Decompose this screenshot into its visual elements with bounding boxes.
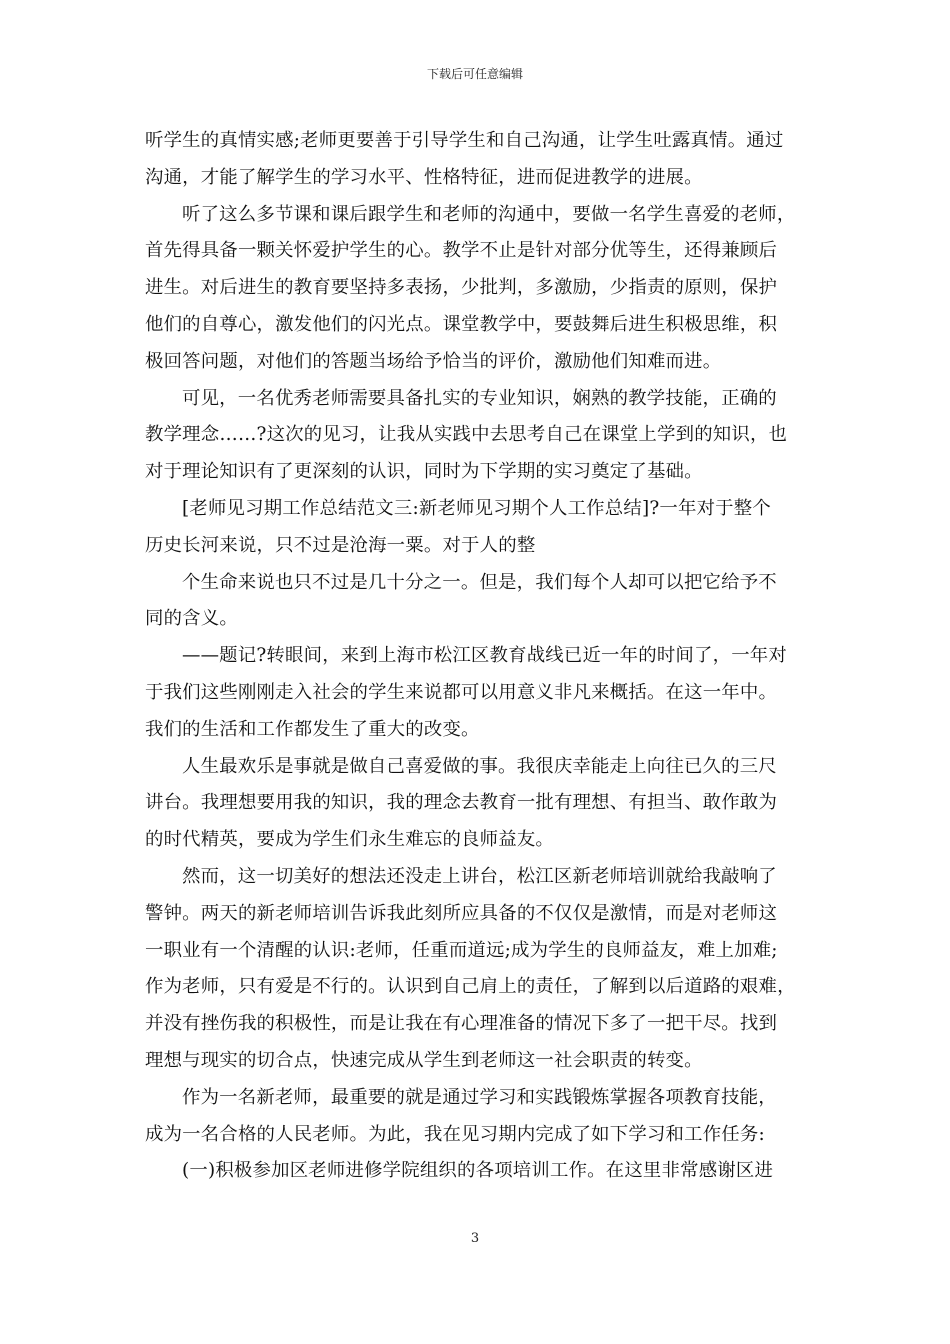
text-line: 他们的自尊心，激发他们的闪光点。课堂教学中，要鼓舞后进生积极思维，积	[145, 313, 778, 335]
text-line: 沟通，才能了解学生的学习水平、性格特征，进而促进教学的进展。	[145, 166, 703, 188]
text-line: 成为一名合格的人民老师。为此，我在见习期内完成了如下学习和工作任务:	[145, 1123, 765, 1145]
text-line: [老师见习期工作总结范文三:新老师见习期个人工作总结]?一年对于整个	[182, 497, 771, 519]
page-header: 下载后可任意编辑	[426, 67, 523, 81]
text-line: 历史长河来说，只不过是沧海一粟。对于人的整	[145, 534, 536, 556]
text-line: 的时代精英，要成为学生们永生难忘的良师益友。	[145, 829, 554, 851]
text-line: 并没有挫伤我的积极性，而是让我在有心理准备的情况下多了一把干尽。找到	[145, 1013, 778, 1035]
text-line: 对于理论知识有了更深刻的认识，同时为下学期的实习奠定了基础。	[145, 461, 703, 483]
text-line: 个生命来说也只不过是几十分之一。但是，我们每个人却可以把它给予不	[182, 571, 777, 593]
text-line: 听学生的真情实感;老师更要善于引导学生和自己沟通，让学生吐露真情。通过	[145, 130, 784, 151]
text-line: 然而，这一切美好的想法还没走上讲台，松江区新老师培训就给我敲响了	[182, 865, 777, 887]
document-body	[145, 123, 811, 1190]
text-line: (一)积极参加区老师进修学院组织的各项培训工作。在这里非常感谢区进	[182, 1160, 774, 1182]
text-line: 进生。对后进生的教育要坚持多表扬，少批判，多激励，少指责的原则，保护	[145, 277, 778, 299]
text-line: 可见，一名优秀老师需要具备扎实的专业知识，娴熟的教学技能，正确的	[182, 387, 777, 409]
text-line: 讲台。我理想要用我的知识，我的理念去教育一批有理想、有担当、敢作敢为	[145, 792, 778, 814]
text-line: 听了这么多节课和课后跟学生和老师的沟通中，要做一名学生喜爱的老师，	[182, 203, 796, 225]
text-line: 首先得具备一颗关怀爱护学生的心。教学不止是针对部分优等生，还得兼顾后	[145, 240, 778, 262]
text-line: 我们的生活和工作都发生了重大的改变。	[145, 718, 480, 740]
text-line: 作为一名新老师，最重要的就是通过学习和实践锻炼掌握各项教育技能，	[182, 1086, 777, 1108]
text-line: 警钟。两天的新老师培训告诉我此刻所应具备的不仅仅是激情，而是对老师这	[145, 902, 778, 924]
text-line: 一职业有一个清醒的认识:老师，任重而道远;成为学生的良师益友，难上加难;	[145, 939, 778, 961]
text-line: 理想与现实的切合点，快速完成从学生到老师这一社会职责的转变。	[145, 1049, 703, 1071]
text-line: 作为老师，只有爱是不行的。认识到自己肩上的责任，了解到以后道路的艰难，	[145, 976, 796, 998]
text-line: 极回答问题，对他们的答题当场给予恰当的评价，激励他们知难而进。	[145, 350, 722, 372]
text-line: 教学理念……?这次的见习，让我从实践中去思考自己在课堂上学到的知识，也	[145, 424, 788, 446]
text-line: ——题记?转眼间，来到上海市松江区教育战线已近一年的时间了，一年对	[182, 645, 787, 667]
text-line: 人生最欢乐是事就是做自己喜爱做的事。我很庆幸能走上向往已久的三尺	[182, 755, 777, 777]
text-line: 同的含义。	[145, 608, 238, 630]
text-line: 于我们这些刚刚走入社会的学生来说都可以用意义非凡来概括。在这一年中。	[145, 681, 778, 703]
page-number: 3	[470, 1231, 480, 1246]
